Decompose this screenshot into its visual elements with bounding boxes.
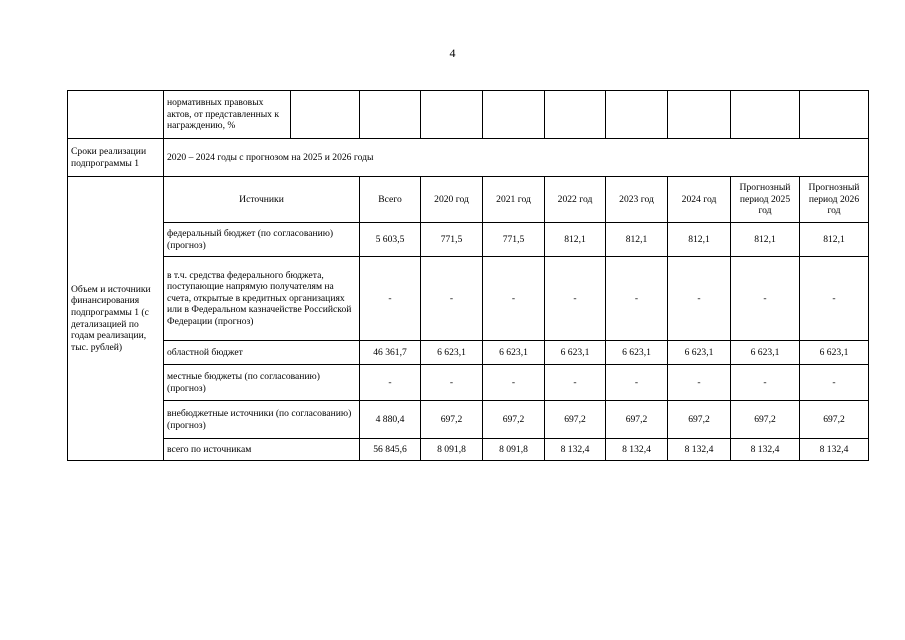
value-2023: -: [606, 257, 668, 341]
value-2022: -: [545, 257, 606, 341]
value-total: 46 361,7: [360, 341, 421, 365]
value-total: 4 880,4: [360, 401, 421, 439]
financing-row-local: [68, 365, 869, 401]
subprogram-passport-table: [67, 90, 869, 461]
empty-cell: [68, 91, 164, 139]
value-2025: 812,1: [731, 223, 800, 257]
empty-cell: [668, 91, 731, 139]
empty-cell: [545, 91, 606, 139]
value-2022: -: [545, 365, 606, 401]
value-2021: 8 091,8: [483, 439, 545, 461]
empty-cell: [421, 91, 483, 139]
value-total: 5 603,5: [360, 223, 421, 257]
source-label: в т.ч. средства федерального бюджета, поступающие напрямую получателям на счета, открытые в кредитных организациях или в Федеральном казначействе Российской Федерации (прогноз): [164, 257, 360, 341]
value-total: 56 845,6: [360, 439, 421, 461]
source-label: федеральный бюджет (по согласованию) (прогноз): [164, 223, 360, 257]
value-2026: -: [800, 365, 869, 401]
value-2023: -: [606, 365, 668, 401]
period-row: [68, 139, 869, 177]
period-label: Сроки реализации подпрограммы 1: [68, 139, 164, 177]
value-2021: -: [483, 365, 545, 401]
value-2022: 8 132,4: [545, 439, 606, 461]
source-label: областной бюджет: [164, 341, 360, 365]
value-2020: 6 623,1: [421, 341, 483, 365]
empty-cell: [606, 91, 668, 139]
financing-label: Объем и источники финансирования подпрограммы 1 (с детализацией по годам реализации, тыс. рублей): [68, 177, 164, 461]
value-2021: 6 623,1: [483, 341, 545, 365]
value-2021: 697,2: [483, 401, 545, 439]
value-2020: 697,2: [421, 401, 483, 439]
indicator-row: [68, 91, 869, 139]
financing-row-federal-direct: [68, 257, 869, 341]
value-2024: 6 623,1: [668, 341, 731, 365]
empty-cell: [731, 91, 800, 139]
value-2024: -: [668, 365, 731, 401]
value-2025: 6 623,1: [731, 341, 800, 365]
value-2024: 8 132,4: [668, 439, 731, 461]
value-2022: 6 623,1: [545, 341, 606, 365]
value-2023: 6 623,1: [606, 341, 668, 365]
header-total: Всего: [360, 177, 421, 223]
header-sources: Источники: [164, 177, 360, 223]
empty-cell: [360, 91, 421, 139]
financing-row-extrabudgetary: [68, 401, 869, 439]
value-2024: 697,2: [668, 401, 731, 439]
period-value: 2020 – 2024 годы с прогнозом на 2025 и 2026 годы: [164, 139, 869, 177]
value-2023: 697,2: [606, 401, 668, 439]
source-label: внебюджетные источники (по согласованию) (прогноз): [164, 401, 360, 439]
value-2022: 697,2: [545, 401, 606, 439]
value-2020: -: [421, 365, 483, 401]
header-2024: 2024 год: [668, 177, 731, 223]
header-2023: 2023 год: [606, 177, 668, 223]
header-2020: 2020 год: [421, 177, 483, 223]
value-2024: -: [668, 257, 731, 341]
empty-cell: [800, 91, 869, 139]
value-2025: -: [731, 257, 800, 341]
header-2022: 2022 год: [545, 177, 606, 223]
value-2020: -: [421, 257, 483, 341]
value-2025: -: [731, 365, 800, 401]
header-2026: Прогнозный период 2026 год: [800, 177, 869, 223]
source-label: местные бюджеты (по согласованию) (прогноз): [164, 365, 360, 401]
value-2023: 812,1: [606, 223, 668, 257]
source-label: всего по источникам: [164, 439, 360, 461]
value-2022: 812,1: [545, 223, 606, 257]
value-2026: 812,1: [800, 223, 869, 257]
value-total: -: [360, 257, 421, 341]
financing-header-row: [68, 177, 869, 223]
value-2025: 697,2: [731, 401, 800, 439]
empty-cell: [483, 91, 545, 139]
header-2021: 2021 год: [483, 177, 545, 223]
value-2026: 697,2: [800, 401, 869, 439]
financing-row-total: [68, 439, 869, 461]
value-2024: 812,1: [668, 223, 731, 257]
value-total: -: [360, 365, 421, 401]
indicator-description: нормативных правовых актов, от представленных к награждению, %: [164, 91, 291, 139]
value-2021: 771,5: [483, 223, 545, 257]
value-2021: -: [483, 257, 545, 341]
financing-row-federal: [68, 223, 869, 257]
value-2020: 8 091,8: [421, 439, 483, 461]
value-2026: 8 132,4: [800, 439, 869, 461]
financing-row-regional: [68, 341, 869, 365]
page-number: 4: [449, 46, 456, 60]
value-2026: 6 623,1: [800, 341, 869, 365]
header-2025: Прогнозный период 2025 год: [731, 177, 800, 223]
empty-cell: [291, 91, 360, 139]
value-2020: 771,5: [421, 223, 483, 257]
value-2026: -: [800, 257, 869, 341]
value-2025: 8 132,4: [731, 439, 800, 461]
value-2023: 8 132,4: [606, 439, 668, 461]
